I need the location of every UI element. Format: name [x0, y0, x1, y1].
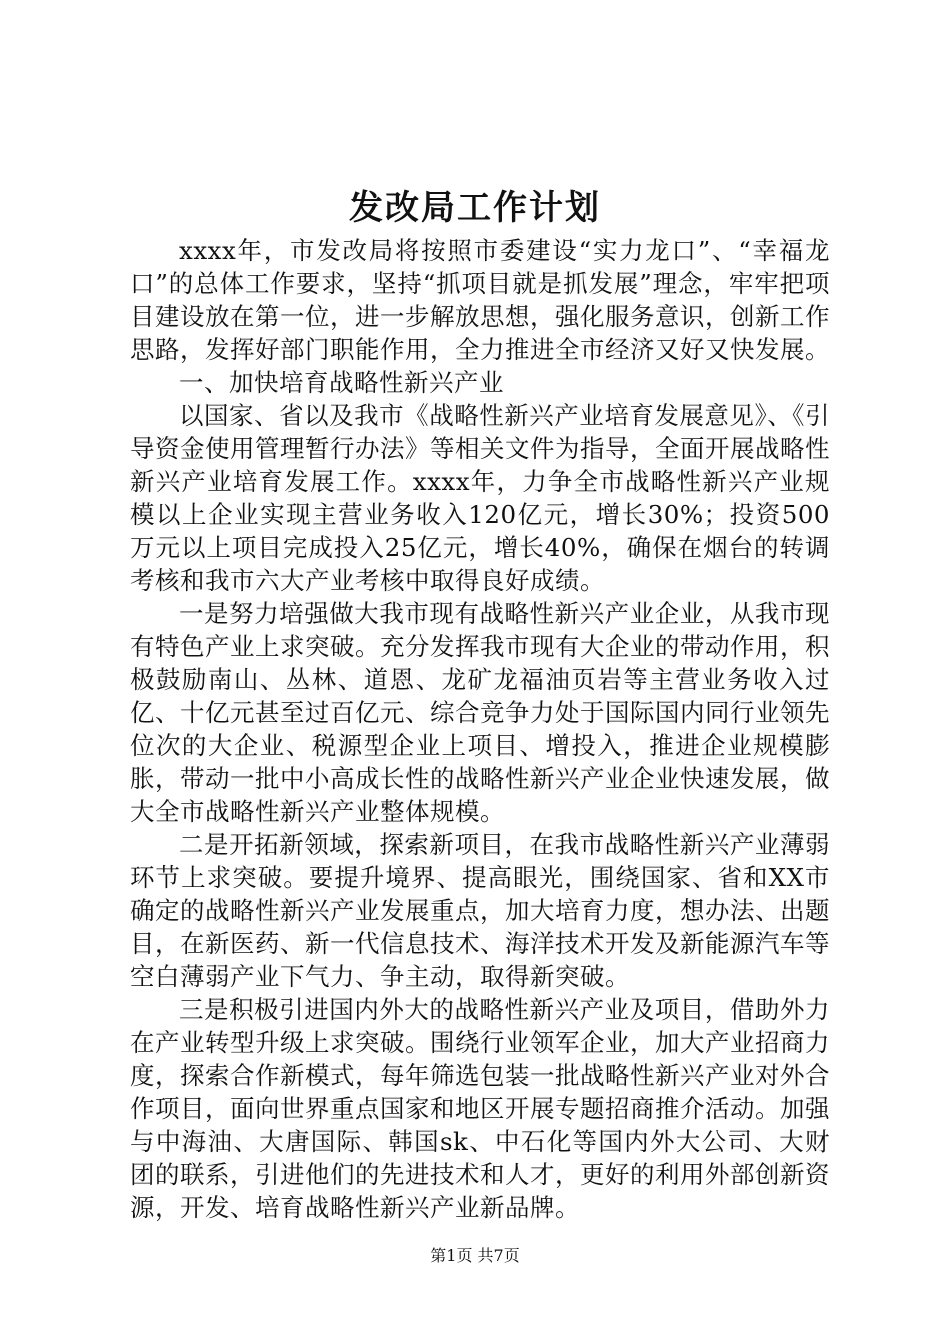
intro-paragraph: xxxx年，市发改局将按照市委建设“实力龙口”、“幸福龙口”的总体工作要求，坚持“抓项目就是抓发展”理念，牢牢把项目建设放在第一位，进一步解放思想，强化服务意识，创新工作思路，发挥好部门职能作用，全力推进全市经济又好又快发展。 — [130, 236, 830, 364]
point-two-paragraph: 二是开拓新领域，探索新项目，在我市战略性新兴产业薄弱环节上求突破。要提升境界、提高眼光，围绕国家、省和XX市确定的战略性新兴产业发展重点，加大培育力度，想办法、出题目，在新医药、新一代信息技术、海洋技术开发及新能源汽车等空白薄弱产业下气力、争主动，取得新突破。 — [130, 830, 830, 991]
page-number-footer: 第1页 共7页 — [430, 1246, 520, 1265]
point-one-paragraph: 一是努力培强做大我市现有战略性新兴产业企业，从我市现有特色产业上求突破。充分发挥我市现有大企业的带动作用，积极鼓励南山、丛林、道恩、龙矿龙福油页岩等主营业务收入过亿、十亿元甚至过百亿元、综合竞争力处于国际国内同行业领先位次的大企业、税源型企业上项目、增投入，推进企业规模膨胀，带动一批中小高成长性的战略性新兴产业企业快速发展，做大全市战略性新兴产业整体规模。 — [130, 599, 830, 826]
section-heading: 一、加快培育战略性新兴产业 — [179, 368, 504, 397]
document-body — [130, 234, 830, 1224]
point-three-paragraph: 三是积极引进国内外大的战略性新兴产业及项目，借助外力在产业转型升级上求突破。围绕行业领军企业，加大产业招商力度，探索合作新模式，每年筛选包装一批战略性新兴产业对外合作项目，面向世界重点国家和地区开展专题招商推介活动。加强与中海油、大唐国际、韩国sk、中石化等国内外大公司、大财团的联系，引进他们的先进技术和人才，更好的利用外部创新资源，开发、培育战略性新兴产业新品牌。 — [130, 995, 830, 1222]
section-intro-paragraph: 以国家、省以及我市《战略性新兴产业培育发展意见》、《引导资金使用管理暂行办法》等相关文件为指导，全面开展战略性新兴产业培育发展工作。xxxx年，力争全市战略性新兴产业规模以上企业实现主营业务收入120亿元，增长30%；投资500万元以上项目完成投入25亿元，增长40%，确保在烟台的转调考核和我市六大产业考核中取得良好成绩。 — [130, 401, 830, 595]
document-title: 发改局工作计划 — [349, 188, 601, 228]
